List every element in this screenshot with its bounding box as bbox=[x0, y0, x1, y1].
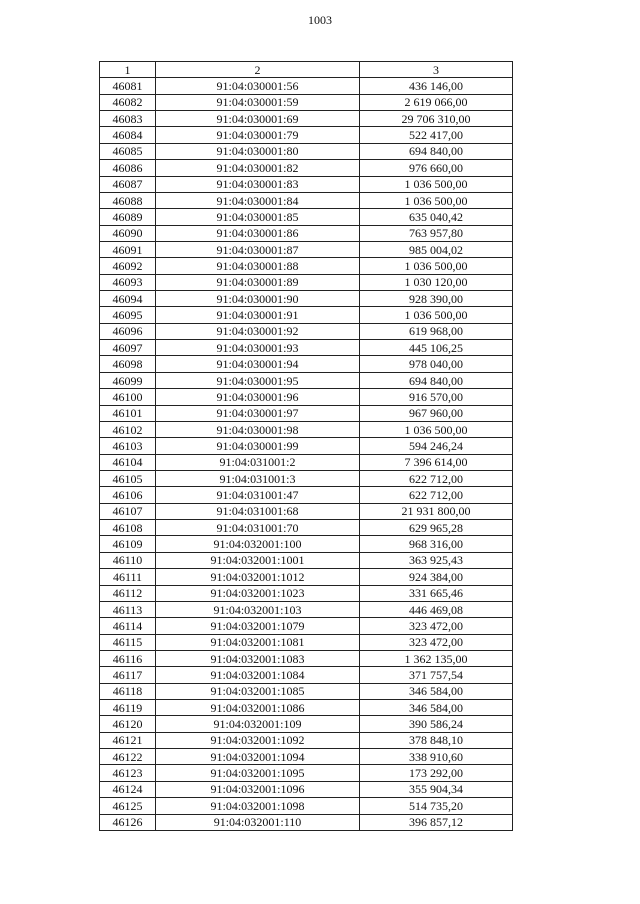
cadastral-number-cell: 91:04:030001:86 bbox=[156, 225, 360, 241]
cadastral-value-cell: 928 390,00 bbox=[360, 291, 513, 307]
table-row bbox=[100, 258, 513, 274]
row-number-cell: 46083 bbox=[100, 111, 156, 127]
cadastral-value-cell: 976 660,00 bbox=[360, 160, 513, 176]
cadastral-number-cell: 91:04:032001:1094 bbox=[156, 749, 360, 765]
cadastral-value-cell: 978 040,00 bbox=[360, 356, 513, 372]
row-number-cell: 46089 bbox=[100, 209, 156, 225]
cadastral-value-cell: 1 036 500,00 bbox=[360, 307, 513, 323]
cadastral-number-cell: 91:04:030001:96 bbox=[156, 389, 360, 405]
cadastral-number-cell: 91:04:032001:1085 bbox=[156, 683, 360, 699]
table-row bbox=[100, 716, 513, 732]
cadastral-number-cell: 91:04:030001:94 bbox=[156, 356, 360, 372]
cadastral-number-cell: 91:04:030001:99 bbox=[156, 438, 360, 454]
cadastral-value-cell: 445 106,25 bbox=[360, 340, 513, 356]
cadastral-number-cell: 91:04:032001:103 bbox=[156, 601, 360, 617]
row-number-cell: 46122 bbox=[100, 749, 156, 765]
cadastral-value-cell: 378 848,10 bbox=[360, 732, 513, 748]
table-row bbox=[100, 356, 513, 372]
cadastral-value-cell: 1 036 500,00 bbox=[360, 421, 513, 437]
table-row bbox=[100, 78, 513, 94]
cadastral-value-cell: 968 316,00 bbox=[360, 536, 513, 552]
row-number-cell: 46088 bbox=[100, 192, 156, 208]
table-row bbox=[100, 405, 513, 421]
table-row bbox=[100, 749, 513, 765]
row-number-cell: 46104 bbox=[100, 454, 156, 470]
cadastral-number-cell: 91:04:032001:1092 bbox=[156, 732, 360, 748]
cadastral-number-cell: 91:04:032001:1095 bbox=[156, 765, 360, 781]
row-number-cell: 46096 bbox=[100, 323, 156, 339]
table-row bbox=[100, 209, 513, 225]
table-body bbox=[100, 78, 513, 831]
cadastral-number-cell: 91:04:032001:110 bbox=[156, 814, 360, 830]
cadastral-value-cell: 363 925,43 bbox=[360, 552, 513, 568]
cadastral-number-cell: 91:04:030001:90 bbox=[156, 291, 360, 307]
cadastral-value-cell: 967 960,00 bbox=[360, 405, 513, 421]
row-number-cell: 46107 bbox=[100, 503, 156, 519]
table-row bbox=[100, 225, 513, 241]
cadastral-value-cell: 7 396 614,00 bbox=[360, 454, 513, 470]
cadastral-value-cell: 323 472,00 bbox=[360, 618, 513, 634]
row-number-cell: 46118 bbox=[100, 683, 156, 699]
cadastral-number-cell: 91:04:032001:109 bbox=[156, 716, 360, 732]
cadastral-number-cell: 91:04:032001:1079 bbox=[156, 618, 360, 634]
table-row bbox=[100, 340, 513, 356]
cadastral-value-cell: 1 036 500,00 bbox=[360, 176, 513, 192]
row-number-cell: 46110 bbox=[100, 552, 156, 568]
cadastral-value-cell: 622 712,00 bbox=[360, 470, 513, 486]
cadastral-value-cell: 1 362 135,00 bbox=[360, 650, 513, 666]
row-number-cell: 46092 bbox=[100, 258, 156, 274]
cadastral-value-table bbox=[99, 61, 513, 831]
cadastral-value-cell: 924 384,00 bbox=[360, 569, 513, 585]
cadastral-value-cell: 346 584,00 bbox=[360, 700, 513, 716]
table-row bbox=[100, 160, 513, 176]
row-number-cell: 46121 bbox=[100, 732, 156, 748]
table-row bbox=[100, 765, 513, 781]
table-row bbox=[100, 323, 513, 339]
cadastral-value-cell: 173 292,00 bbox=[360, 765, 513, 781]
table-row bbox=[100, 143, 513, 159]
row-number-cell: 46109 bbox=[100, 536, 156, 552]
cadastral-value-cell: 622 712,00 bbox=[360, 487, 513, 503]
cadastral-number-cell: 91:04:031001:3 bbox=[156, 470, 360, 486]
row-number-cell: 46116 bbox=[100, 650, 156, 666]
table-row bbox=[100, 634, 513, 650]
row-number-cell: 46097 bbox=[100, 340, 156, 356]
table-row bbox=[100, 569, 513, 585]
table-row bbox=[100, 94, 513, 110]
table-row bbox=[100, 585, 513, 601]
cadastral-value-cell: 635 040,42 bbox=[360, 209, 513, 225]
cadastral-number-cell: 91:04:031001:47 bbox=[156, 487, 360, 503]
table-row bbox=[100, 241, 513, 257]
cadastral-value-cell: 371 757,54 bbox=[360, 667, 513, 683]
row-number-cell: 46082 bbox=[100, 94, 156, 110]
cadastral-value-cell: 916 570,00 bbox=[360, 389, 513, 405]
row-number-cell: 46102 bbox=[100, 421, 156, 437]
row-number-cell: 46126 bbox=[100, 814, 156, 830]
row-number-cell: 46117 bbox=[100, 667, 156, 683]
cadastral-number-cell: 91:04:032001:100 bbox=[156, 536, 360, 552]
row-number-cell: 46085 bbox=[100, 143, 156, 159]
cadastral-number-cell: 91:04:030001:79 bbox=[156, 127, 360, 143]
cadastral-number-cell: 91:04:030001:59 bbox=[156, 94, 360, 110]
cadastral-number-cell: 91:04:030001:56 bbox=[156, 78, 360, 94]
row-number-cell: 46112 bbox=[100, 585, 156, 601]
cadastral-value-cell: 21 931 800,00 bbox=[360, 503, 513, 519]
table-header-row bbox=[100, 62, 513, 78]
row-number-cell: 46123 bbox=[100, 765, 156, 781]
table-row bbox=[100, 683, 513, 699]
table-row bbox=[100, 111, 513, 127]
cadastral-value-cell: 1 030 120,00 bbox=[360, 274, 513, 290]
table-row bbox=[100, 814, 513, 830]
table-row bbox=[100, 618, 513, 634]
table-row bbox=[100, 520, 513, 536]
table-row bbox=[100, 552, 513, 568]
row-number-cell: 46081 bbox=[100, 78, 156, 94]
cadastral-value-cell: 629 965,28 bbox=[360, 520, 513, 536]
row-number-cell: 46119 bbox=[100, 700, 156, 716]
cadastral-value-cell: 594 246,24 bbox=[360, 438, 513, 454]
cadastral-value-cell: 331 665,46 bbox=[360, 585, 513, 601]
cadastral-number-cell: 91:04:030001:92 bbox=[156, 323, 360, 339]
cadastral-number-cell: 91:04:030001:98 bbox=[156, 421, 360, 437]
cadastral-value-cell: 323 472,00 bbox=[360, 634, 513, 650]
cadastral-value-cell: 522 417,00 bbox=[360, 127, 513, 143]
row-number-cell: 46106 bbox=[100, 487, 156, 503]
table-row bbox=[100, 291, 513, 307]
cadastral-number-cell: 91:04:030001:93 bbox=[156, 340, 360, 356]
row-number-cell: 46091 bbox=[100, 241, 156, 257]
table-row bbox=[100, 781, 513, 797]
row-number-cell: 46125 bbox=[100, 798, 156, 814]
row-number-cell: 46114 bbox=[100, 618, 156, 634]
table-row bbox=[100, 438, 513, 454]
cadastral-number-cell: 91:04:030001:89 bbox=[156, 274, 360, 290]
row-number-cell: 46098 bbox=[100, 356, 156, 372]
table-row bbox=[100, 503, 513, 519]
row-number-cell: 46090 bbox=[100, 225, 156, 241]
cadastral-number-cell: 91:04:030001:82 bbox=[156, 160, 360, 176]
table-row bbox=[100, 700, 513, 716]
table-row bbox=[100, 667, 513, 683]
cadastral-value-cell: 355 904,34 bbox=[360, 781, 513, 797]
cadastral-number-cell: 91:04:030001:97 bbox=[156, 405, 360, 421]
cadastral-value-cell: 446 469,08 bbox=[360, 601, 513, 617]
column-header-cadastral-number: 2 bbox=[156, 62, 360, 78]
cadastral-number-cell: 91:04:031001:68 bbox=[156, 503, 360, 519]
cadastral-number-cell: 91:04:030001:84 bbox=[156, 192, 360, 208]
row-number-cell: 46103 bbox=[100, 438, 156, 454]
cadastral-value-cell: 396 857,12 bbox=[360, 814, 513, 830]
table-row bbox=[100, 536, 513, 552]
row-number-cell: 46115 bbox=[100, 634, 156, 650]
table-row bbox=[100, 192, 513, 208]
cadastral-value-cell: 346 584,00 bbox=[360, 683, 513, 699]
row-number-cell: 46120 bbox=[100, 716, 156, 732]
cadastral-number-cell: 91:04:032001:1001 bbox=[156, 552, 360, 568]
cadastral-value-cell: 1 036 500,00 bbox=[360, 258, 513, 274]
table-row bbox=[100, 372, 513, 388]
table-row bbox=[100, 454, 513, 470]
row-number-cell: 46100 bbox=[100, 389, 156, 405]
row-number-cell: 46124 bbox=[100, 781, 156, 797]
cadastral-number-cell: 91:04:030001:69 bbox=[156, 111, 360, 127]
cadastral-value-cell: 338 910,60 bbox=[360, 749, 513, 765]
row-number-cell: 46094 bbox=[100, 291, 156, 307]
cadastral-number-cell: 91:04:031001:2 bbox=[156, 454, 360, 470]
table-row bbox=[100, 601, 513, 617]
cadastral-value-cell: 390 586,24 bbox=[360, 716, 513, 732]
cadastral-number-cell: 91:04:030001:80 bbox=[156, 143, 360, 159]
cadastral-number-cell: 91:04:032001:1096 bbox=[156, 781, 360, 797]
table-row bbox=[100, 470, 513, 486]
cadastral-number-cell: 91:04:031001:70 bbox=[156, 520, 360, 536]
row-number-cell: 46111 bbox=[100, 569, 156, 585]
row-number-cell: 46105 bbox=[100, 470, 156, 486]
row-number-cell: 46101 bbox=[100, 405, 156, 421]
cadastral-number-cell: 91:04:030001:83 bbox=[156, 176, 360, 192]
row-number-cell: 46113 bbox=[100, 601, 156, 617]
cadastral-number-cell: 91:04:032001:1023 bbox=[156, 585, 360, 601]
table-row bbox=[100, 732, 513, 748]
cadastral-number-cell: 91:04:030001:95 bbox=[156, 372, 360, 388]
page-number: 1003 bbox=[308, 13, 332, 27]
row-number-cell: 46099 bbox=[100, 372, 156, 388]
cadastral-number-cell: 91:04:032001:1098 bbox=[156, 798, 360, 814]
cadastral-number-cell: 91:04:032001:1081 bbox=[156, 634, 360, 650]
table-row bbox=[100, 176, 513, 192]
column-header-number: 1 bbox=[100, 62, 156, 78]
cadastral-value-cell: 763 957,80 bbox=[360, 225, 513, 241]
cadastral-value-cell: 29 706 310,00 bbox=[360, 111, 513, 127]
cadastral-number-cell: 91:04:030001:91 bbox=[156, 307, 360, 323]
cadastral-value-cell: 514 735,20 bbox=[360, 798, 513, 814]
column-header-value: 3 bbox=[360, 62, 513, 78]
cadastral-value-cell: 1 036 500,00 bbox=[360, 192, 513, 208]
cadastral-number-cell: 91:04:030001:88 bbox=[156, 258, 360, 274]
table-row bbox=[100, 650, 513, 666]
cadastral-value-cell: 619 968,00 bbox=[360, 323, 513, 339]
row-number-cell: 46086 bbox=[100, 160, 156, 176]
cadastral-number-cell: 91:04:032001:1084 bbox=[156, 667, 360, 683]
cadastral-number-cell: 91:04:030001:85 bbox=[156, 209, 360, 225]
cadastral-number-cell: 91:04:032001:1086 bbox=[156, 700, 360, 716]
row-number-cell: 46095 bbox=[100, 307, 156, 323]
table-row bbox=[100, 487, 513, 503]
table-row bbox=[100, 274, 513, 290]
table-row bbox=[100, 127, 513, 143]
row-number-cell: 46108 bbox=[100, 520, 156, 536]
cadastral-value-cell: 694 840,00 bbox=[360, 143, 513, 159]
cadastral-number-cell: 91:04:032001:1012 bbox=[156, 569, 360, 585]
table-row bbox=[100, 421, 513, 437]
row-number-cell: 46084 bbox=[100, 127, 156, 143]
cadastral-value-cell: 436 146,00 bbox=[360, 78, 513, 94]
table-row bbox=[100, 389, 513, 405]
row-number-cell: 46093 bbox=[100, 274, 156, 290]
table-row bbox=[100, 307, 513, 323]
cadastral-value-cell: 2 619 066,00 bbox=[360, 94, 513, 110]
cadastral-number-cell: 91:04:030001:87 bbox=[156, 241, 360, 257]
cadastral-value-cell: 985 004,02 bbox=[360, 241, 513, 257]
cadastral-number-cell: 91:04:032001:1083 bbox=[156, 650, 360, 666]
table-row bbox=[100, 798, 513, 814]
row-number-cell: 46087 bbox=[100, 176, 156, 192]
cadastral-value-cell: 694 840,00 bbox=[360, 372, 513, 388]
